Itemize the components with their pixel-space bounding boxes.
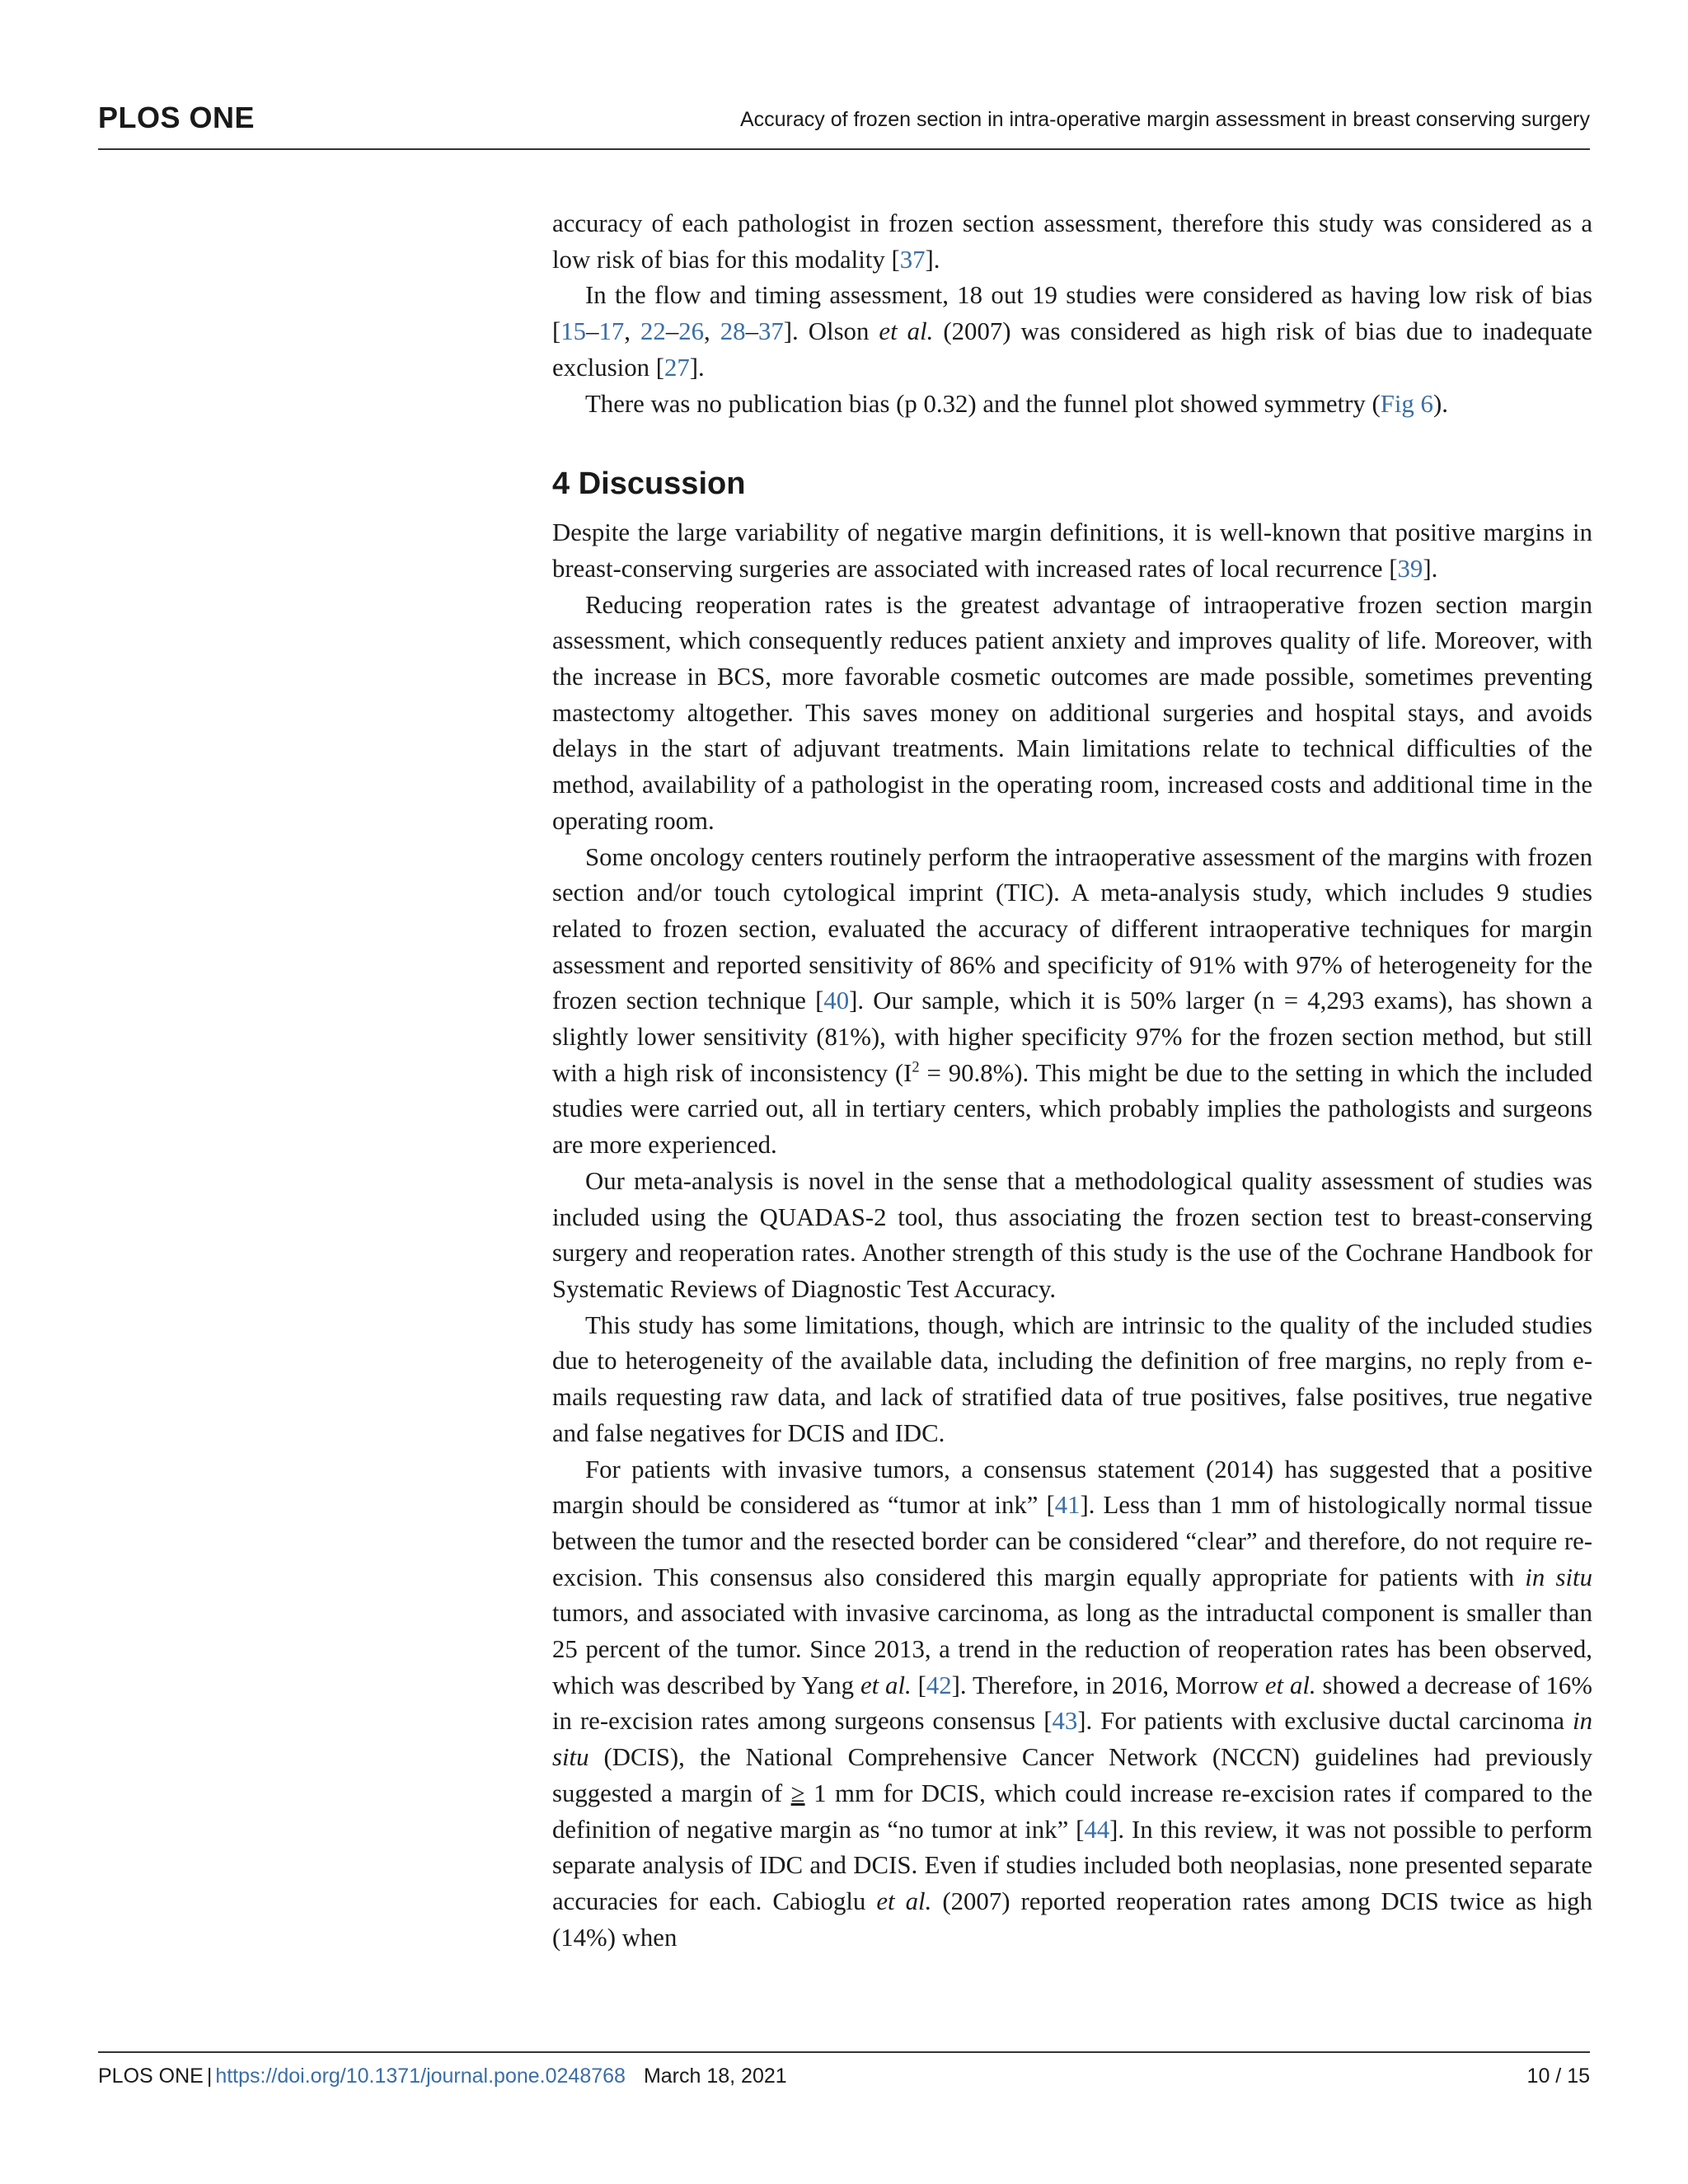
citation-link[interactable]: 39 (1397, 554, 1423, 583)
citation-link[interactable]: 17 (598, 317, 625, 346)
article-body (552, 206, 1592, 1956)
page-number: 10 / 15 (1526, 2064, 1590, 2088)
citation-link[interactable]: 27 (664, 353, 690, 382)
footer-divider (98, 2051, 1590, 2053)
footer (98, 2064, 787, 2088)
paragraph: Some oncology centers routinely perform the intraoperative assessment of the margins with frozen section and/or touch cytological imprint (TIC). A meta-analysis study, which includes 9 studies related to frozen section, evaluated the accuracy of different intraoperative techniques for margin assessment and reported sensitivity of 86% and specificity of 91% with 97% of heterogeneity for the frozen section technique [40]. Our sample, which it is 50% larger (n = 4,293 exams), has shown a slightly lower sensitivity (81%), with higher specificity 97% for the frozen section method, but still with a high risk of inconsistency $(I^2 = 90.8\%)$. This might be due to the setting in which the included studies were carried out, all in tertiary centers, which probably implies the pathologists and surgeons are more experienced. (552, 842, 1593, 1160)
paragraph: Despite the large variability of negative margin definitions, it is well-known that positive margins in breast-conserving surgeries are associated with increased rates of local recurrence [39]. (552, 518, 1592, 583)
paragraph: Our meta-analysis is novel in the sense that a methodological quality assessment of studies was included using the QUADAS-2 tool, thus associating the frozen section test to breast-conserving surgery and reoperation rates. Another strength of this study is the use of the Cochrane Handbook for Systematic Reviews of Diagnostic Test Accuracy. (552, 1166, 1592, 1303)
citation-link[interactable]: 37 (899, 245, 926, 274)
citation-link[interactable]: 28 (720, 317, 746, 346)
citation-link[interactable]: 44 (1084, 1815, 1110, 1844)
citation-link[interactable]: 40 (823, 987, 850, 1015)
footer-separator: | (206, 2064, 213, 2088)
citation-link[interactable]: 41 (1054, 1491, 1081, 1520)
figure-link[interactable]: Fig 6 (1380, 389, 1433, 418)
paragraph: For patients with invasive tumors, a consensus statement (2014) has suggested that a positive margin should be considered as “tumor at ink” [41]. Less than 1 mm of histologically normal tissue between the tumor and the resected border can be considered “clear” and therefore, do not require re-excision. This consensus also considered this margin equally appropriate for patients with in situ tumors, and associated with invasive carcinoma, as long as the intraductal component is smaller than 25 percent of the tumor. Since 2013, a trend in the reduction of reoperation rates has been observed, which was described by Yang et al. [42]. Therefore, in 2016, Morrow et al. showed a decrease of 16% in re-excision rates among surgeons consensus [43]. For patients with exclusive ductal carcinoma in situ (DCIS), the National Comprehensive Cancer Network (NCCN) guidelines had previously suggested a margin of ≥ 1 mm for DCIS, which could increase re-excision rates if compared to the definition of negative margin as “no tumor at ink” [44]. In this review, it was not possible to perform separate analysis of IDC and DCIS. Even if studies included both neoplasias, none presented separate accuracies for each. Cabioglu et al. (2007) reported reoperation rates among DCIS twice as high (14%) when (552, 1455, 1593, 1952)
paragraph: There was no publication bias (p 0.32) and the funnel plot showed symmetry (Fig 6). (585, 389, 1448, 418)
citation-link[interactable]: 43 (1052, 1707, 1078, 1736)
paragraph: Reducing reoperation rates is the greatest advantage of intraoperative frozen section margin assessment, which consequently reduces patient anxiety and improves quality of life. Moreover, with the increase in BCS, more favorable cosmetic outcomes are made possible, sometimes preventing mastectomy altogether. This saves money on additional surgeries and hospital stays, and avoids delays in the start of adjuvant treatments. Main limitations relate to technical difficulties of the method, availability of a pathologist in the operating room, increased costs and additional time in the operating room. (552, 590, 1592, 835)
citation-link[interactable]: 15 (560, 317, 587, 346)
running-title: Accuracy of frozen section in intra-operative margin assessment in breast conserving surgery (739, 108, 1590, 131)
journal-name: PLOS ONE (98, 101, 256, 134)
header-divider (98, 148, 1590, 150)
paragraph: accuracy of each pathologist in frozen section assessment, therefore this study was considered as a low risk of bias for this modality [37]. (552, 209, 1592, 274)
paragraph: This study has some limitations, though, which are intrinsic to the quality of the included studies due to heterogeneity of the available data, including the definition of free margins, no reply from e-mails requesting raw data, and lack of stratified data of true positives, false positives, true negative and false negatives for DCIS and IDC. (552, 1310, 1592, 1447)
section-heading: 4 Discussion (552, 466, 746, 502)
citation-link[interactable]: 26 (678, 317, 705, 346)
doi-link[interactable]: https://doi.org/10.1371/journal.pone.0248768 (215, 2064, 626, 2088)
publication-date: March 18, 2021 (643, 2064, 787, 2088)
citation-link[interactable]: 42 (926, 1671, 952, 1699)
citation-link[interactable]: 22 (640, 317, 666, 346)
citation-link[interactable]: 37 (757, 317, 784, 346)
paragraph: In the flow and timing assessment, 18 out 19 studies were considered as having low risk of bias [15–17, 22–26, 28–37]. Olson et al. (2007) was considered as high risk of bias due to inadequate exclusion [27]. (552, 281, 1592, 382)
footer-journal: PLOS ONE (98, 2064, 204, 2088)
